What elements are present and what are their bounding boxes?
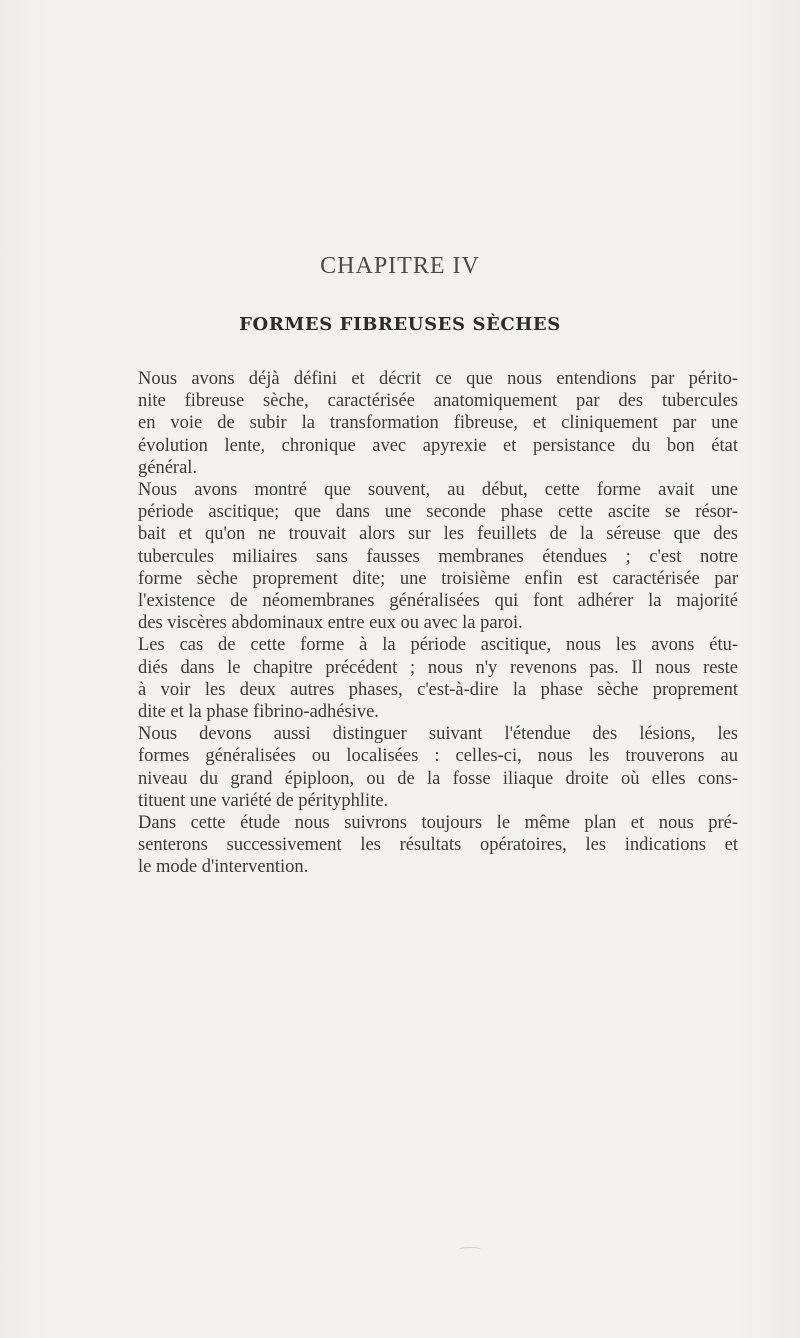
text-line: général.	[138, 457, 198, 478]
text-line: niveau du grand épiploon, ou de la fosse iliaque droite où elles cons-	[138, 768, 738, 789]
paragraph-5	[112, 812, 738, 879]
text-line: Nous devons aussi distinguer suivant l'étendue des lésions, les	[138, 724, 738, 745]
text-line: des viscères abdominaux entre eux ou avec la paroi.	[138, 613, 523, 634]
text-line: période ascitique; que dans une seconde phase cette ascite se résor-	[138, 502, 738, 523]
body-text	[112, 368, 738, 879]
paragraph-1	[112, 368, 738, 479]
text-line: Nous avons déjà défini et décrit ce que nous entendions par périto-	[138, 369, 738, 389]
paper-mark	[458, 1247, 482, 1253]
text-line: en voie de subir la transformation fibreuse, et cliniquement par une	[138, 413, 738, 434]
text-line: l'existence de néomembranes généralisées qui font adhérer la majorité	[138, 591, 738, 612]
text-line: évolution lente, chronique avec apyrexie et persistance du bon état	[138, 435, 738, 456]
text-line: diés dans le chapitre précédent ; nous n'y revenons pas. Il nous reste	[138, 657, 738, 678]
text-line: bait et qu'on ne trouvait alors sur les feuillets de la séreuse que des	[138, 524, 738, 545]
text-line: tituent une variété de pérityphlite.	[138, 790, 389, 811]
paragraph-4	[112, 723, 738, 812]
text-line: nite fibreuse sèche, caractérisée anatomiquement par des tubercules	[138, 391, 738, 412]
paragraph-3	[112, 634, 738, 723]
section-title: FORMES FIBREUSES SÈCHES	[239, 314, 561, 335]
text-line: le mode d'intervention.	[138, 857, 309, 878]
text-line: Les cas de cette forme à la période ascitique, nous les avons étu-	[138, 635, 738, 656]
paragraph-2	[112, 479, 738, 634]
text-line: formes généralisées ou localisées : celles-ci, nous les trouverons au	[138, 746, 738, 767]
text-line: senterons successivement les résultats opératoires, les indications et	[138, 835, 738, 856]
text-line: à voir les deux autres phases, c'est-à-dire la phase sèche proprement	[138, 679, 738, 700]
text-line: Dans cette étude nous suivrons toujours le même plan et nous pré-	[138, 813, 738, 834]
text-line: tubercules miliaires sans fausses membranes étendues ; c'est notre	[138, 546, 738, 567]
text-line: forme sèche proprement dite; une troisième enfin est caractérisée par	[138, 568, 738, 589]
text-line: Nous avons montré que souvent, au début, cette forme avait une	[138, 480, 738, 501]
text-line: dite et la phase fibrino-adhésive.	[138, 702, 379, 723]
chapter-heading: CHAPITRE IV	[320, 253, 480, 279]
